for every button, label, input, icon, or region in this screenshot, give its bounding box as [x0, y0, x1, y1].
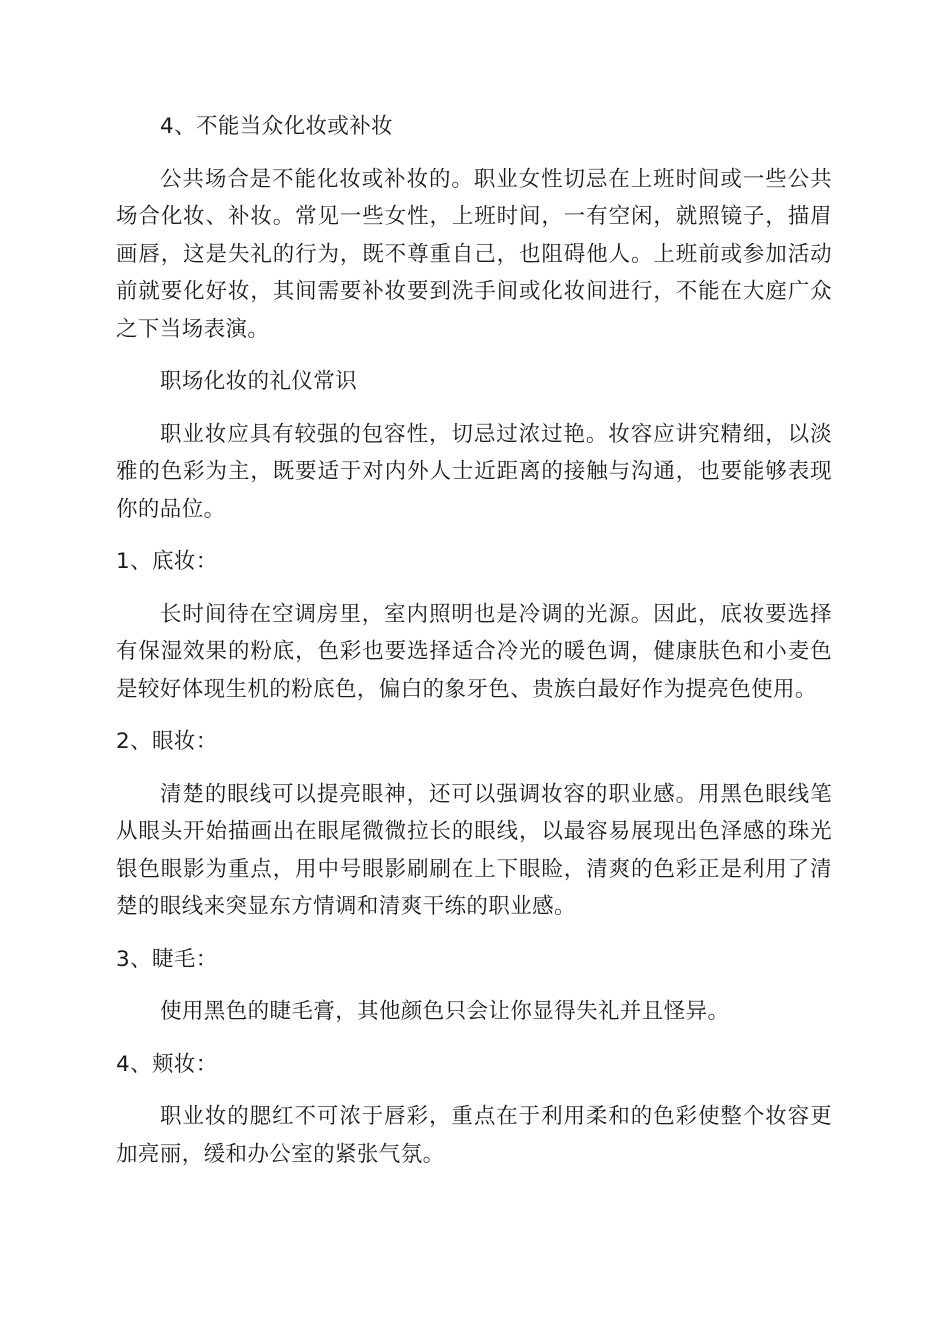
section-heading-workplace-makeup: 职场化妆的礼仪常识: [160, 369, 358, 394]
paragraph-blush: 职业妆的腮红不可浓于唇彩，重点在于利用柔和的色彩使整个妆容更加亮丽，缓和办公室的紧张气氛。: [116, 1104, 832, 1167]
paragraph-eyelashes: 使用黑色的睫毛膏，其他颜色只会让你显得失礼并且怪异。: [160, 999, 730, 1024]
item-heading-eyelashes: 3、睫毛：: [116, 946, 218, 972]
document-page: [116, 108, 832, 1173]
item-heading-foundation: 1、底妆：: [116, 549, 218, 574]
paragraph-workplace-makeup-intro: 职业妆应具有较强的包容性，切忌过浓过艳。妆容应讲究精细，以淡雅的色彩为主，既要适于对内外人士近距离的接触与沟通，也要能够表现你的品位。: [116, 421, 832, 522]
section-heading-no-public-makeup: 4、不能当众化妆或补妆: [160, 114, 394, 139]
paragraph-eye-makeup: 清楚的眼线可以提亮眼神，还可以强调妆容的职业感。用黑色眼线笔从眼头开始描画出在眼尾微微拉长的眼线，以最容易展现出色泽感的珠光银色眼影为重点，用中号眼影刷刷在上下眼睑，清爽的色彩正是利用了清楚的眼线来突显东方情调和清爽干练的职业感。: [116, 781, 832, 919]
paragraph-public-makeup: 公共场合是不能化妆或补妆的。职业女性切忌在上班时间或一些公共场合化妆、补妆。常见一些女性，上班时间，一有空闲，就照镜子，描眉画唇，这是失礼的行为，既不尊重自己，也阻碍他人。上班前或参加活动前就要化好妆，其间需要补妆要到洗手间或化妆间进行，不能在大庭广众之下当场表演。: [116, 166, 832, 342]
item-heading-eye-makeup: 2、眼妆：: [116, 729, 218, 754]
item-heading-blush: 4、颊妆：: [116, 1051, 218, 1077]
paragraph-foundation: 长时间待在空调房里，室内照明也是冷调的光源。因此，底妆要选择有保湿效果的粉底，色彩也要选择适合冷光的暖色调，健康肤色和小麦色是较好体现生机的粉底色，偏白的象牙色、贵族白最好作为提亮色使用。: [116, 601, 832, 702]
